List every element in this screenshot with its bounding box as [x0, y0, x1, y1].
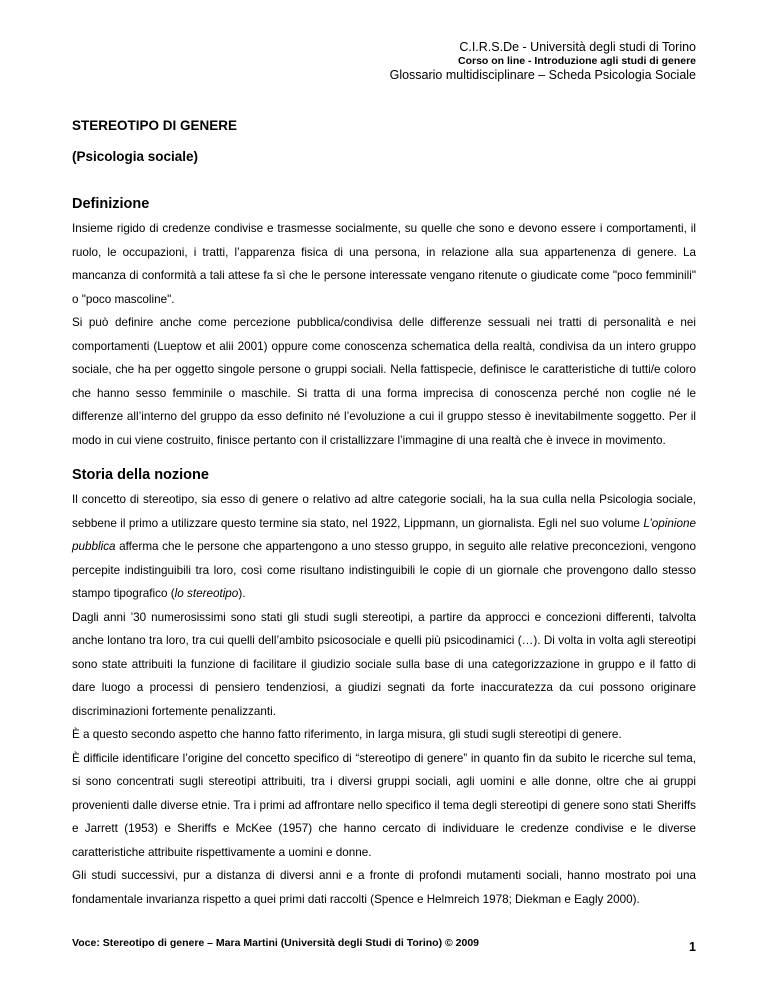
page-footer: Voce: Stereotipo di genere – Mara Martini (Università degli Studi di Torino) © 2009: [72, 937, 480, 949]
main-content: [72, 118, 696, 911]
paragraph: È a questo secondo aspetto che hanno fatto riferimento, in larga misura, gli studi sugli stereotipi di genere.: [72, 728, 622, 741]
paragraph-text: Il concetto di stereotipo, sia esso di genere o relativo ad altre categorie sociali, ha la sua culla nella Psicologia sociale, sebbene il primo a utilizzare questo termine sia stato, nel 1922, Lippmann, un giornalista. Egli nel suo volume: [72, 493, 696, 530]
page-subtitle: (Psicologia sociale): [72, 149, 199, 164]
paragraph-text: ).: [238, 587, 246, 600]
header-course: Corso on line - Introduzione agli studi di genere: [457, 55, 696, 67]
section-heading-definizione: Definizione: [72, 196, 150, 212]
paragraph-text: afferma che le persone che appartengono a uno stesso gruppo, in seguito alle relative preconcezioni, vengono percepite indistinguibili tra loro, così come risultano indistinguibili le copie di un giornale che provengono dallo stesso stampo tipografico (: [72, 540, 696, 600]
page-title: STEREOTIPO DI GENERE: [72, 118, 238, 133]
paragraph: È difficile identificare l’origine del concetto specifico di “stereotipo di genere” in quanto fin da subito le ricerche sul tema, si sono concentrati sugli stereotipi attribuiti, tra i diversi gruppi sociali, agli uomini e alle donne, oltre che ai gruppi provenienti dalle diverse etnie. Tra i primi ad affrontare nello specifico il tema degli stereotipi di genere sono stati Sheriffs e Jarrett (1953) e Sheriffs e McKee (1957) che hanno cercato di individuare le credenze condivise e le diverse caratteristiche attribuite rispettivamente a uomini e donne.: [72, 751, 696, 859]
paragraph: Si può definire anche come percezione pubblica/condivisa delle differenze sessuali nei tratti di personalità e nei comportamenti (Lueptow et alii 2001) oppure come conoscenza schematica della realtà, condivisa da un intero gruppo sociale, che ha per oggetto singole persone o gruppi sociali. Nella fattispecie, definisce le caratteristiche di tutti/e coloro che hanno sesso femminile o maschile. Si tratta di una forma imprecisa di conoscenza perché non coglie né le differenze all’interno del gruppo da esso definito né l’evoluzione a cui il gruppo stesso è inevitabilmente soggetto. Per il modo in cui viene costruito, finisce pertanto con il cristallizzare l’immagine di una realtà che è invece in movimento.: [72, 316, 696, 447]
italic-term: lo stereotipo: [174, 587, 239, 600]
paragraph: [72, 488, 696, 606]
page-number: 1: [689, 940, 696, 954]
header-institution: C.I.R.S.De - Università degli studi di Torino: [459, 40, 696, 54]
page-header: [390, 40, 696, 83]
paragraph: Gli studi successivi, pur a distanza di diversi anni e a fronte di profondi mutamenti sociali, hanno mostrato poi una fondamentale invarianza rispetto a quei primi dati raccolti (Spence e Helmreich 1978; Diekman e Eagly 2000).: [72, 869, 696, 906]
paragraph: Dagli anni ’30 numerosissimi sono stati gli studi sugli stereotipi, a partire da approcci e concezioni differenti, talvolta anche lontano tra loro, tra cui quelli dell’ambito psicosociale e quelli più psicodinamici (…). Di volta in volta agli stereotipi sono state attribuiti la funzione di facilitare il giudizio sociale sulla base di una categorizzazione in gruppo e il fatto di dare luogo a processi di pensiero tendenziosi, a giudizi segnati da forte inaccuratezza da cui possono originare discriminazioni fortemente penalizzanti.: [72, 610, 696, 718]
paragraph: Insieme rigido di credenze condivise e trasmesse socialmente, su quelle che sono e devono essere i comportamenti, il ruolo, le occupazioni, i tratti, l’apparenza fisica di una persona, in relazione alla sua appartenenza di genere. La mancanza di conformità a tali attese fa sì che le persone interessate vengano ritenute o giudicate come "poco femminili" o "poco mascoline".: [72, 222, 696, 306]
book-title: L’opinione pubblica: [72, 516, 696, 553]
section-heading-storia: Storia della nozione: [72, 467, 209, 483]
header-glossary: Glossario multidisciplinare – Scheda Psicologia Sociale: [389, 68, 696, 82]
